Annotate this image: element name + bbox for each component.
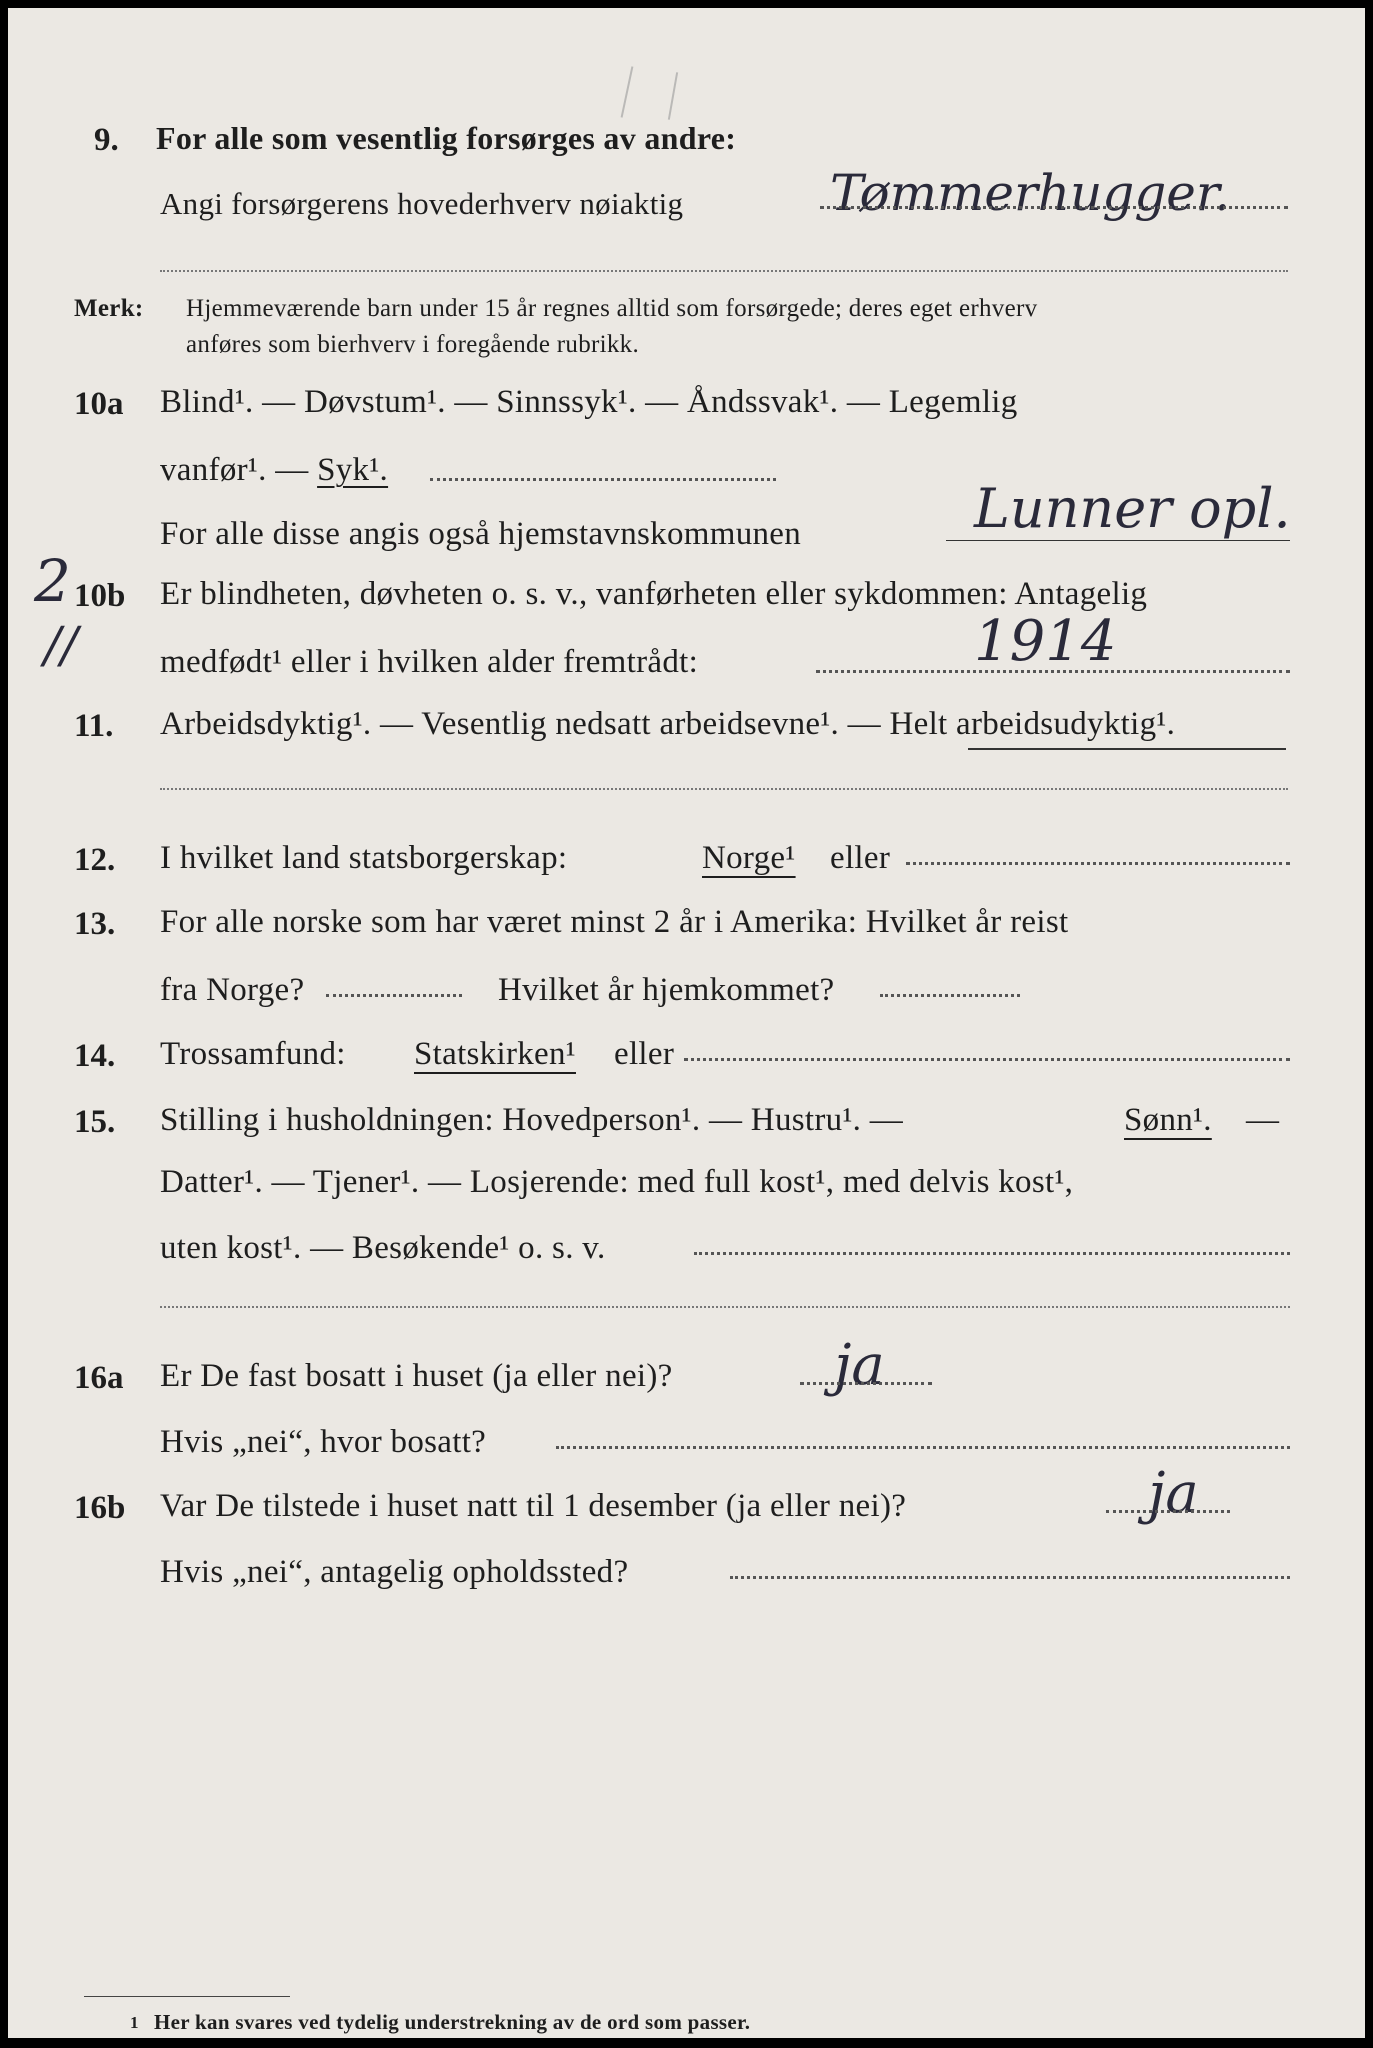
question-number: 16a — [74, 1360, 124, 1396]
q10a-answer: Lunner opl. — [974, 477, 1291, 540]
q10b-line2: medfødt¹ eller i hvilken alder fremtrådt: — [160, 644, 699, 680]
q11-line — [160, 708, 1175, 741]
q13-reist-blank — [326, 994, 462, 997]
q16a-line2: Hvis „nei“, hvor bosatt? — [160, 1424, 487, 1460]
q10a-syk: Syk¹. — [317, 452, 389, 488]
margin-mark-bottom: // — [44, 616, 78, 674]
question-number: 11. — [74, 708, 114, 744]
margin-mark-top: 2 — [34, 547, 71, 615]
q15-sonn: Sønn¹. — [1124, 1102, 1212, 1138]
q12-norge: Norge¹ — [702, 840, 796, 876]
q13-line1: For alle norske som har været minst 2 år i Amerika: Hvilket år reist — [160, 904, 1069, 940]
q16b-sted-blank — [730, 1576, 1290, 1579]
pencil-mark — [621, 66, 634, 117]
q16a-answer-line — [800, 1382, 932, 1385]
q9-answer: Tømmerhugger. — [830, 164, 1231, 222]
q10b-answer: 1914 — [974, 609, 1117, 674]
footnote-text: Her kan svares ved tydelig understrekning av de ord som passer. — [154, 2010, 751, 2034]
q16a-line1: Er De fast bosatt i huset (ja eller nei)? — [160, 1358, 673, 1394]
q13-hjem-blank — [880, 994, 1020, 997]
q14-eller: eller — [614, 1036, 675, 1072]
q15-blank — [694, 1252, 1290, 1255]
q10a-line3: For alle disse angis også hjemstavnskommunen — [160, 516, 802, 552]
q13-line2b: Hvilket år hjemkommet? — [498, 972, 835, 1008]
q9-label: Angi forsørgerens hovederhverv nøiaktig — [160, 186, 684, 221]
question-number: 13. — [74, 906, 116, 942]
question-number: 12. — [74, 842, 116, 878]
q9-heading: For alle som vesentlig forsørges av andre: — [156, 120, 737, 156]
q13-line2a: fra Norge? — [160, 972, 305, 1008]
q11-underline — [968, 748, 1286, 750]
census-form-page — [8, 8, 1365, 2038]
q11-selected: Helt arbeidsudyktig¹. — [889, 706, 1176, 742]
q12-eller: eller — [830, 840, 891, 876]
q14-blank — [684, 1058, 1290, 1061]
q10b-answer-line — [816, 670, 1290, 673]
q15-blank-line — [160, 1306, 1290, 1308]
question-number: 14. — [74, 1038, 116, 1074]
q10a-line1: Blind¹. — Døvstum¹. — Sinnssyk¹. — Åndssvak¹. — Legemlig — [160, 384, 1018, 420]
q15-dash: — — [1246, 1102, 1280, 1138]
footnote-mark: 1 — [130, 2013, 139, 2032]
q9-blank-line — [160, 270, 1288, 272]
q11-options: Arbeidsdyktig¹. — Vesentlig nedsatt arbeidsevne¹. — — [160, 706, 890, 742]
q16a-bosatt-blank — [556, 1446, 1290, 1449]
q16a-answer: ja — [834, 1333, 885, 1398]
question-number: 16b — [74, 1490, 126, 1526]
q9-answer-line — [820, 206, 1288, 209]
pencil-mark — [668, 72, 678, 120]
q11-blank-line — [160, 788, 1288, 790]
q10a-vanfor: vanfør¹. — — [160, 452, 318, 488]
q16b-answer-line — [1106, 1510, 1230, 1513]
q12-label: I hvilket land statsborgerskap: — [160, 840, 568, 876]
question-number: 10a — [74, 386, 124, 422]
note-line2: anføres som bierhverv i foregående rubrikk. — [186, 331, 640, 358]
q16b-line2: Hvis „nei“, antagelig opholdssted? — [160, 1554, 629, 1590]
question-number: 15. — [74, 1104, 116, 1140]
q16b-answer: ja — [1148, 1461, 1199, 1526]
footnote-divider — [84, 1996, 290, 1997]
q10a-answer-line — [946, 540, 1290, 541]
q10b-line1: Er blindheten, døvheten o. s. v., vanførheten eller sykdommen: Antagelig — [160, 576, 1148, 612]
q15-line3: uten kost¹. — Besøkende¹ o. s. v. — [160, 1230, 606, 1266]
note-line1: Hjemmeværende barn under 15 år regnes alltid som forsørgede; deres eget erhverv — [186, 295, 1038, 322]
q10a-line2 — [160, 454, 388, 487]
q15-line1: Stilling i husholdningen: Hovedperson¹. — Hustru¹. — — [160, 1102, 904, 1138]
q14-label: Trossamfund: — [160, 1036, 346, 1072]
note-label: Merk: — [74, 295, 144, 322]
question-number: 9. — [94, 122, 119, 158]
q12-blank — [906, 862, 1290, 865]
question-number: 10b — [74, 578, 126, 614]
q16b-line1: Var De tilstede i huset natt til 1 desember (ja eller nei)? — [160, 1488, 907, 1524]
q10a-line2-blank — [430, 478, 776, 481]
q15-line2: Datter¹. — Tjener¹. — Losjerende: med full kost¹, med delvis kost¹, — [160, 1164, 1074, 1200]
q14-statskirken: Statskirken¹ — [414, 1036, 576, 1072]
